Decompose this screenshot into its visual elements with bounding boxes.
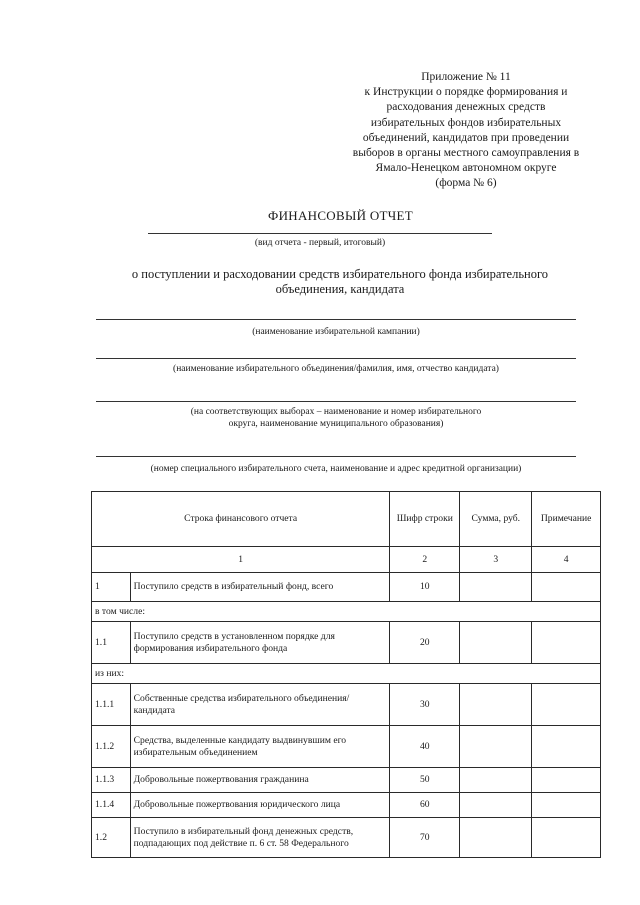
column-number: 2 (390, 547, 460, 573)
row-code: 10 (390, 573, 460, 602)
row-sum-cell (460, 622, 532, 664)
account-line (96, 456, 576, 457)
row-sum-cell (460, 726, 532, 768)
table-row (92, 684, 601, 726)
row-name: Поступило средств в установленном порядке для формирования избирательного фонда (130, 622, 390, 664)
row-note-cell (532, 793, 601, 818)
report-type-line (148, 233, 492, 234)
account-caption: (номер специального избирательного счета, наименование и адрес кредитной организации) (150, 464, 522, 474)
header-row-label: Строка финансового отчета (92, 492, 390, 547)
table-row (92, 622, 601, 664)
appendix-line: к Инструкции о порядке формирования и (364, 86, 568, 99)
row-name: Поступило в избирательный фонд денежных средств, подпадающих под действие п. 6 ст. 58 Федерального (130, 818, 390, 858)
row-sum-cell (460, 573, 532, 602)
row-code: 40 (390, 726, 460, 768)
header-note: Примечание (532, 492, 601, 547)
row-code: 60 (390, 793, 460, 818)
district-caption-line: (на соответствующих выборах – наименование и номер избирательного (190, 407, 482, 417)
table-row (92, 793, 601, 818)
row-note-cell (532, 622, 601, 664)
campaign-caption: (наименование избирательной кампании) (252, 327, 420, 337)
row-sum-cell (460, 684, 532, 726)
campaign-line (96, 319, 576, 320)
row-number: 1.2 (92, 818, 131, 858)
subheading: из них: (92, 664, 601, 684)
appendix-line: Ямало-Ненецком автономном округе (375, 162, 557, 175)
appendix-block (330, 70, 602, 192)
column-number: 3 (460, 547, 532, 573)
row-note-cell (532, 818, 601, 858)
report-type-caption: (вид отчета - первый, итоговый) (254, 238, 386, 248)
appendix-line: расходования денежных средств (386, 101, 546, 114)
candidate-caption: (наименование избирательного объединения/фамилия, имя, отчество кандидата) (173, 364, 499, 374)
appendix-line: избирательных фондов избирательных (370, 116, 562, 129)
financial-report-table (91, 491, 601, 858)
row-number: 1.1 (92, 622, 131, 664)
column-number: 1 (92, 547, 390, 573)
row-code: 30 (390, 684, 460, 726)
table-row (92, 818, 601, 858)
row-number: 1.1.1 (92, 684, 131, 726)
row-number: 1.1.4 (92, 793, 131, 818)
row-note-cell (532, 684, 601, 726)
row-note-cell (532, 573, 601, 602)
row-name: Добровольные пожертвования гражданина (130, 768, 390, 793)
appendix-line: объединений, кандидатов при проведении (362, 131, 570, 144)
table-row (92, 726, 601, 768)
district-caption (96, 406, 576, 430)
district-caption-line: округа, наименование муниципального образования) (228, 419, 444, 429)
row-code: 70 (390, 818, 460, 858)
table-subheading-row (92, 664, 601, 684)
row-note-cell (532, 768, 601, 793)
appendix-line: Приложение № 11 (421, 71, 511, 83)
row-name: Поступило средств в избирательный фонд, всего (130, 573, 390, 602)
row-number: 1.1.2 (92, 726, 131, 768)
appendix-line: выборов в органы местного самоуправления в (352, 147, 580, 160)
subject-line: о поступлении и расходовании средств избирательного фонда избирательного (131, 267, 549, 281)
header-sum: Сумма, руб. (460, 492, 532, 547)
report-title: ФИНАНСОВЫЙ ОТЧЕТ (268, 208, 413, 223)
column-number-row (92, 547, 601, 573)
column-number: 4 (532, 547, 601, 573)
table-row (92, 573, 601, 602)
row-sum-cell (460, 768, 532, 793)
table-row (92, 768, 601, 793)
row-name: Добровольные пожертвования юридического лица (130, 793, 390, 818)
row-note-cell (532, 726, 601, 768)
row-code: 50 (390, 768, 460, 793)
table-subheading-row (92, 602, 601, 622)
candidate-line (96, 358, 576, 359)
row-number: 1.1.3 (92, 768, 131, 793)
table-header-row (92, 492, 601, 547)
header-code: Шифр строки (390, 492, 460, 547)
report-subject (110, 267, 570, 297)
row-name: Средства, выделенные кандидату выдвинувшим его избирательным объединением (130, 726, 390, 768)
subject-line: объединения, кандидата (275, 282, 405, 296)
row-number: 1 (92, 573, 131, 602)
appendix-line: (форма № 6) (435, 177, 497, 190)
row-name: Собственные средства избирательного объединения/кандидата (130, 684, 390, 726)
subheading: в том числе: (92, 602, 601, 622)
row-sum-cell (460, 818, 532, 858)
row-sum-cell (460, 793, 532, 818)
district-line (96, 401, 576, 402)
row-code: 20 (390, 622, 460, 664)
